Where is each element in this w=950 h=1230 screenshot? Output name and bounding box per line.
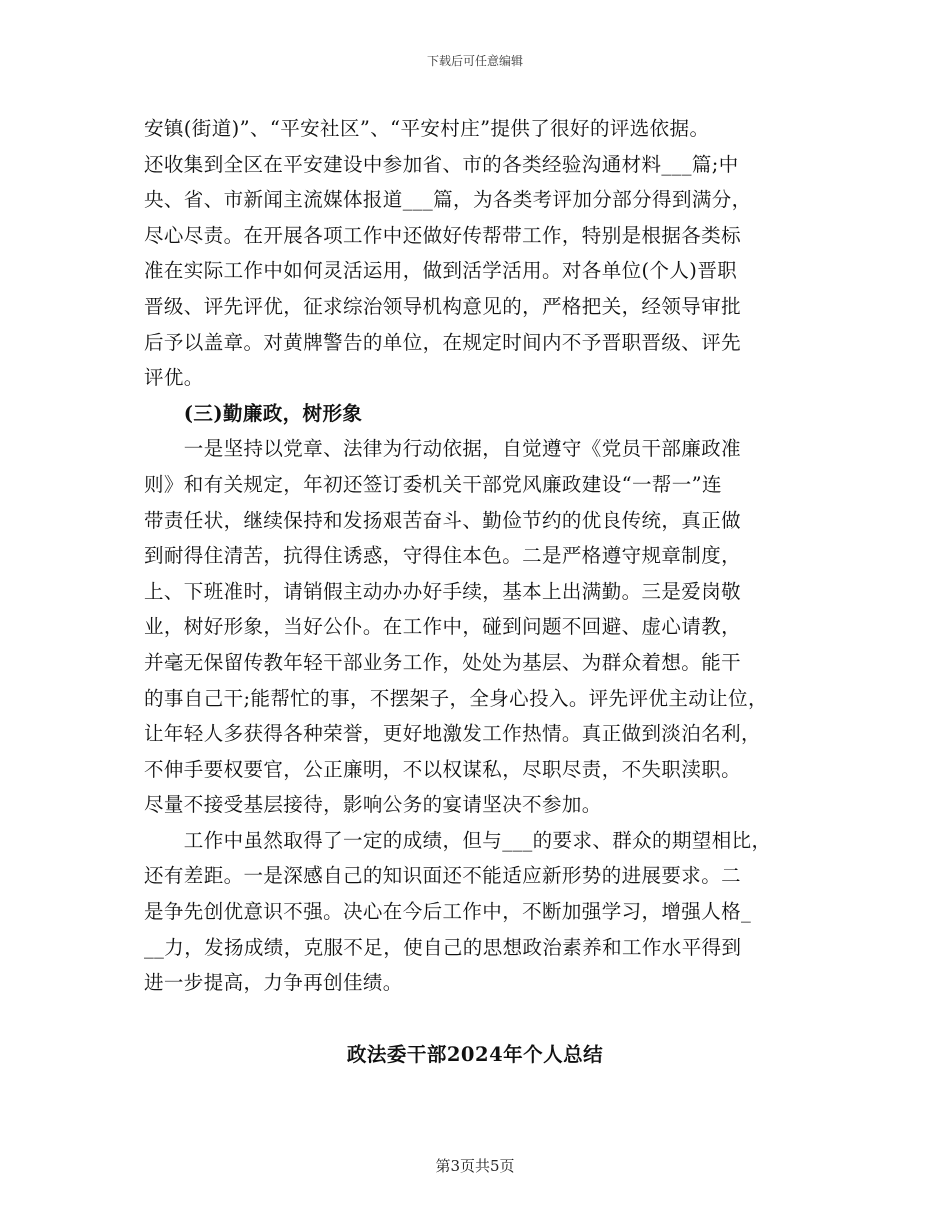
- text-line: 晋级、评先评优，征求综治领导机构意见的，严格把关，经领导审批: [144, 294, 742, 318]
- text-line: 到耐得住清苦，抗得住诱惑，守得住本色。二是严格遵守规章制度，: [144, 544, 742, 568]
- text-line: 央、省、市新闻主流媒体报道___篇，为各类考评加分部分得到满分，: [144, 188, 752, 212]
- text-line: 尽心尽责。在开展各项工作中还做好传帮带工作，特别是根据各类标: [144, 223, 742, 247]
- text-line: 的事自己干;能帮忙的事，不摆架子，全身心投入。评先评优主动让位，: [144, 686, 768, 710]
- text-line: 进一步提高，力争再创佳绩。: [144, 971, 403, 995]
- text-line: 让年轻人多获得各种荣誉，更好地激发工作热情。真正做到淡泊名利，: [144, 722, 761, 746]
- text-line: 还收集到全区在平安建设中参加省、市的各类经验沟通材料___篇;中: [144, 152, 739, 176]
- text-line: 准在实际工作中如何灵活运用，做到活学活用。对各单位(个人)晋职: [144, 259, 738, 283]
- text-line: 评优。: [144, 366, 204, 390]
- document-body: [144, 111, 824, 1001]
- text-line: 则》和有关规定，年初还签订委机关干部党风廉政建设“一帮一”连: [144, 472, 722, 496]
- text-line: 并毫无保留传教年轻干部业务工作，处处为基层、为群众着想。能干: [144, 650, 742, 674]
- text-line: 是争先创优意识不强。决心在今后工作中，不断加强学习，增强人格_: [144, 900, 752, 924]
- section-heading: (三)勤廉政，树形象: [144, 401, 363, 425]
- text-line: 不伸手要权要官，公正廉明，不以权谋私，尽职尽责，不失职渎职。: [144, 757, 742, 781]
- page-footer: 第3页共5页: [435, 1157, 515, 1175]
- text-line: 一是坚持以党章、法律为行动依据，自觉遵守《党员干部廉政准: [144, 437, 742, 461]
- text-line: 尽量不接受基层接待，影响公务的宴请坚决不参加。: [144, 793, 602, 817]
- text-line: 工作中虽然取得了一定的成绩，但与___的要求、群众的期望相比，: [144, 828, 772, 852]
- text-line: __力，发扬成绩，克服不足，使自己的思想政治素养和工作水平得到: [144, 935, 742, 959]
- page-header: 下载后可任意编辑: [426, 54, 523, 68]
- text-line: 上、下班准时，请销假主动办办好手续，基本上出满勤。三是爱岗敬: [144, 579, 742, 603]
- text-line: 安镇(街道)”、“平安社区”、“平安村庄”提供了很好的评选依据。: [144, 117, 710, 140]
- text-line: 后予以盖章。对黄牌警告的单位，在规定时间内不予晋职晋级、评先: [144, 330, 742, 354]
- document-title: 政法委干部2024年个人总结: [346, 1043, 604, 1066]
- text-line: 还有差距。一是深感自己的知识面还不能适应新形势的进展要求。二: [144, 864, 742, 888]
- text-line: 带责任状，继续保持和发扬艰苦奋斗、勤俭节约的优良传统，真正做: [144, 508, 742, 532]
- text-line: 业，树好形象，当好公仆。在工作中，碰到问题不回避、虚心请教，: [144, 615, 742, 639]
